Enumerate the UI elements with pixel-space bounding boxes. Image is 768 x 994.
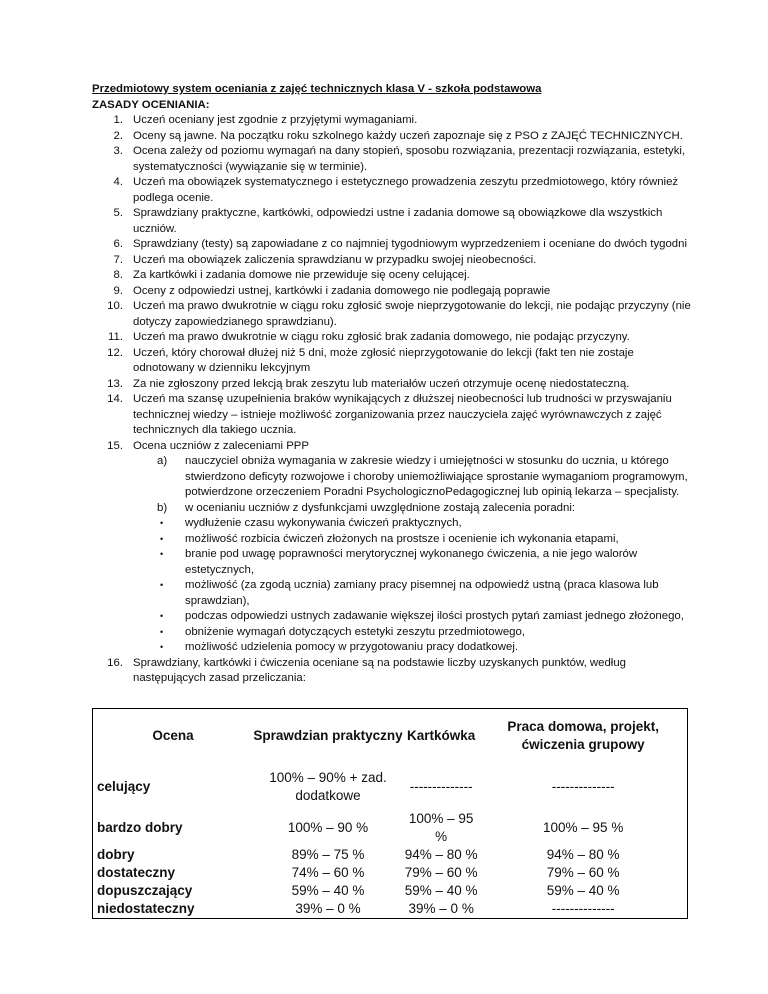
header-praca-domowa: Praca domowa, projekt, ćwiczenia grupowy bbox=[507, 718, 659, 752]
sub-item-letter: b) bbox=[157, 501, 168, 514]
table-row bbox=[93, 900, 688, 919]
bullet-text: obniżenie wymagań dotyczących estetyki zeszytu przedmiotowego, bbox=[185, 625, 525, 638]
bullet-icon: • bbox=[160, 611, 164, 621]
grade-cell: bardzo dobry bbox=[97, 820, 183, 835]
rule-item bbox=[92, 284, 692, 300]
rule-number: 2. bbox=[113, 129, 123, 142]
rule-text: Za nie zgłoszony przed lekcją brak zeszytu lub materiałów uczeń otrzymuje ocenę niedostateczną. bbox=[133, 377, 630, 390]
rule-number: 11. bbox=[108, 331, 123, 343]
range-cell: 39% – 0 % bbox=[408, 901, 474, 916]
rule-number: 4. bbox=[113, 176, 123, 188]
rule-item bbox=[92, 299, 692, 330]
header-kartkowka: Kartkówka bbox=[407, 727, 476, 743]
header-sprawdzian: Sprawdzian praktyczny bbox=[253, 727, 403, 743]
rule-text: Ocena zależy od poziomu wymagań na dany stopień, sposobu rozwiązania, prezentacji rozwiązania, estetyki, systematyczności (wywiązanie się w terminie). bbox=[133, 145, 686, 173]
range-cell: 94% – 80 % bbox=[546, 847, 620, 862]
grade-cell: celujący bbox=[97, 779, 151, 794]
range-cell: 100% – 90% + zad. dodatkowe bbox=[269, 770, 387, 803]
bullet-item bbox=[133, 609, 692, 625]
bullet-list bbox=[92, 516, 692, 656]
rule-item bbox=[92, 439, 692, 455]
document-title: Przedmiotowy system oceniania z zajęć technicznych klasa V - szkoła podstawowa bbox=[92, 83, 542, 95]
range-cell: 59% – 40 % bbox=[291, 883, 365, 898]
table-body bbox=[93, 762, 688, 919]
rule-text: Uczeń ma prawo dwukrotnie w ciągu roku zgłosić swoje nieprzygotowanie do lekcji, nie podając przyczyny (nie dotyczy zapowiedzianego sprawdzianu). bbox=[133, 300, 691, 328]
rule-item bbox=[92, 206, 692, 237]
rule-item bbox=[92, 268, 692, 284]
rule-number: 3. bbox=[113, 145, 123, 157]
bullet-icon: • bbox=[160, 580, 164, 590]
bullet-icon: • bbox=[160, 626, 164, 637]
bullet-text: możliwość udzielenia pomocy w przygotowaniu pracy dodatkowej. bbox=[185, 641, 519, 653]
rule-item bbox=[92, 346, 692, 377]
grading-table bbox=[92, 708, 688, 919]
rule-number: 7. bbox=[113, 253, 123, 266]
rule-text: Sprawdziany, kartkówki i ćwiczenia oceniane są na podstawie liczby uzyskanych punktów, według następujących zasad przeliczania: bbox=[133, 656, 626, 684]
rule-item bbox=[92, 144, 692, 175]
sub-item-text: nauczyciel obniża wymagania w zakresie wiedzy i umiejętności w stosunku do ucznia, u którego stwierdzono deficyty rozwojowe i choroby uniemożliwiające sprostanie wymaganiom programowym, potwierdzone orzeczeniem Poradni PsychologicznoPedagogicznej lub opinią lekarza – specjalisty. bbox=[185, 455, 688, 498]
table-row bbox=[93, 864, 688, 882]
range-cell: 39% – 0 % bbox=[295, 901, 361, 916]
rule-text: Uczeń ma obowiązek systematycznego i estetycznego prowadzenia zeszytu przedmiotowego, który również podlega ocenie. bbox=[133, 176, 679, 204]
table-header-row bbox=[93, 709, 688, 763]
bullet-icon: • bbox=[160, 518, 164, 528]
range-cell: 100% – 90 % bbox=[287, 820, 369, 835]
rule-number: 5. bbox=[113, 207, 123, 219]
sub-item-letter: a) bbox=[157, 455, 168, 467]
rule-text: Uczeń, który chorował dłużej niż 5 dni, może zgłosić nieprzygotowanie do lekcji (fakt ten nie zostaje odnotowany w dzienniku lekcyjnym bbox=[133, 346, 634, 374]
bullet-item bbox=[133, 625, 692, 641]
bullet-text: wydłużenie czasu wykonywania ćwiczeń praktycznych, bbox=[185, 517, 462, 529]
bullet-text: branie pod uwagę poprawności merytorycznej wykonanego ćwiczenia, a nie jego walorów estetycznych, bbox=[185, 548, 638, 576]
range-cell: -------------- bbox=[551, 901, 615, 916]
rule-text: Oceny z odpowiedzi ustnej, kartkówki i zadania domowego nie podlegają poprawie bbox=[133, 284, 551, 297]
range-cell: 100% – 95 % bbox=[543, 820, 624, 835]
range-cell: 59% – 40 % bbox=[546, 883, 620, 898]
sub-item-text: w ocenianiu uczniów z dysfunkcjami uwzględnione zostają zalecenia poradni: bbox=[185, 501, 576, 514]
range-cell: 74% – 60 % bbox=[291, 865, 365, 880]
rule-text: Ocena uczniów z zaleceniami PPP bbox=[133, 439, 310, 452]
grade-cell: dostateczny bbox=[97, 865, 176, 880]
range-cell: 59% – 40 % bbox=[404, 883, 478, 898]
bullet-icon: • bbox=[160, 642, 164, 652]
range-cell: -------------- bbox=[551, 779, 615, 794]
bullet-item bbox=[133, 578, 692, 609]
header-ocena: Ocena bbox=[152, 727, 194, 743]
rule-item bbox=[92, 175, 692, 206]
bullet-text: możliwość rozbicia ćwiczeń złożonych na prostsze i ocenienie ich wykonania etapami, bbox=[185, 532, 619, 545]
rule-text: Oceny są jawne. Na początku roku szkolnego każdy uczeń zapoznaje się z PSO z ZAJĘĆ TECHNICZNYCH. bbox=[133, 129, 683, 142]
rule-number: 13. bbox=[107, 377, 123, 390]
rule-number: 8. bbox=[113, 269, 123, 281]
rule-number: 14. bbox=[107, 393, 123, 405]
bullet-item bbox=[133, 516, 692, 532]
rule-item bbox=[92, 129, 692, 145]
rule-item bbox=[92, 377, 692, 393]
range-cell: 100% – 95 % bbox=[408, 811, 474, 844]
table-row bbox=[93, 846, 688, 864]
rule-item bbox=[92, 656, 692, 687]
table-row bbox=[93, 810, 688, 846]
bullet-text: podczas odpowiedzi ustnych zadawanie większej ilości prostych pytań zamiast jednego złożonego, bbox=[185, 610, 684, 622]
rule-item bbox=[92, 253, 692, 269]
rule-text: Uczeń ma obowiązek zaliczenia sprawdzianu w przypadku swojej nieobecności. bbox=[133, 253, 537, 266]
rule-text: Uczeń ma prawo dwukrotnie w ciągu roku zgłosić brak zadania domowego, nie podając przyczyny. bbox=[133, 331, 630, 343]
rule-text: Sprawdziany praktyczne, kartkówki, odpowiedzi ustne i zadania domowe są obowiązkowe dla wszystkich uczniów. bbox=[133, 207, 663, 235]
sub-item bbox=[133, 454, 692, 501]
rule-item bbox=[92, 330, 692, 346]
grade-cell: dobry bbox=[97, 847, 135, 862]
sub-item bbox=[133, 501, 692, 517]
bullet-item bbox=[133, 547, 692, 578]
range-cell: 79% – 60 % bbox=[404, 865, 478, 880]
range-cell: 94% – 80 % bbox=[404, 847, 478, 862]
table-row bbox=[93, 882, 688, 900]
rule-text: Za kartkówki i zadania domowe nie przewiduje się oceny celującej. bbox=[133, 269, 470, 281]
rule-text: Sprawdziany (testy) są zapowiadane z co najmniej tygodniowym wyprzedzeniem i oceniane do dwóch tygodni bbox=[133, 238, 688, 250]
range-cell: -------------- bbox=[409, 779, 473, 794]
rule-number: 15. bbox=[107, 439, 123, 452]
sub-items-list bbox=[92, 454, 692, 516]
rule-text: Uczeń oceniany jest zgodnie z przyjętymi wymaganiami. bbox=[133, 114, 418, 126]
rule-item bbox=[92, 392, 692, 439]
rules-list bbox=[92, 113, 692, 454]
bullet-icon: • bbox=[160, 533, 164, 544]
document-body bbox=[92, 82, 692, 687]
bullet-item bbox=[133, 532, 692, 548]
rule-number: 6. bbox=[113, 238, 123, 250]
bullet-icon: • bbox=[160, 549, 164, 559]
range-cell: 79% – 60 % bbox=[546, 865, 620, 880]
grade-cell: dopuszczający bbox=[97, 883, 193, 898]
section-heading: ZASADY OCENIANIA: bbox=[92, 98, 210, 111]
rule-number: 10. bbox=[107, 300, 123, 312]
rule-text: Uczeń ma szansę uzupełnienia braków wynikających z dłuższej nieobecności lub trudności w przyswajaniu technicznej wiedzy – istnieje możliwość zorganizowania przez nauczyciela zajęć wyrównawczych z zajęć technicznych dla takiego ucznia. bbox=[133, 393, 672, 436]
rule-number: 1. bbox=[113, 114, 123, 126]
bullet-text: możliwość (za zgodą ucznia) zamiany pracy pisemnej na odpowiedź ustną (praca klasowa lub sprawdzian), bbox=[185, 579, 659, 607]
rule-item bbox=[92, 237, 692, 253]
bullet-item bbox=[133, 640, 692, 656]
rule-number: 12. bbox=[107, 346, 123, 359]
rule-number: 9. bbox=[113, 284, 123, 297]
grade-cell: niedostateczny bbox=[97, 901, 195, 916]
rule-number: 16. bbox=[107, 656, 123, 669]
table-row bbox=[93, 762, 688, 810]
range-cell: 89% – 75 % bbox=[291, 847, 365, 862]
rule-item bbox=[92, 113, 692, 129]
